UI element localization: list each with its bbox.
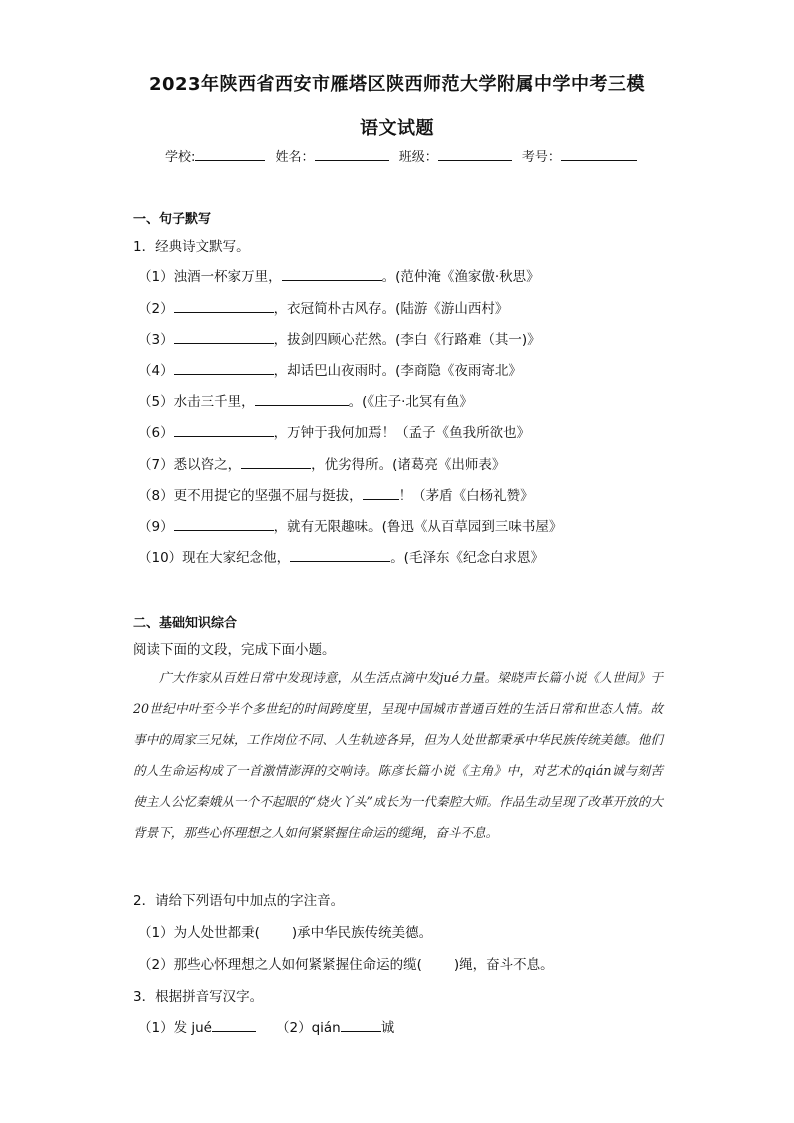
exam-number-blank[interactable] — [561, 148, 637, 161]
exam-number-field[interactable] — [522, 146, 637, 165]
exam-title: 2023年陕西省西安市雁塔区陕西师范大学附属中学中考三模 — [148, 74, 646, 95]
answer-blank[interactable] — [174, 362, 274, 375]
dictation-item: （2） ，衣冠简朴古风存。(陆游《游山西村》 — [138, 301, 509, 317]
answer-blank[interactable] — [290, 549, 390, 562]
pinyin-item: （1）为人处世都秉( )承中华民族传统美德。 — [138, 925, 433, 941]
pinyin-item: （2）那些心怀理想之人如何紧紧握住命运的缆( )绳，奋斗不息。 — [138, 957, 554, 973]
school-field[interactable] — [165, 146, 265, 165]
reading-instructions: 阅读下面的文段，完成下面小题。 — [133, 642, 336, 658]
answer-blank[interactable] — [363, 487, 399, 500]
name-label: 姓名： — [275, 150, 315, 165]
question-1: 1．经典诗文默写。 — [133, 239, 250, 255]
answer-blank[interactable] — [212, 1019, 256, 1032]
dictation-item: （10）现在大家纪念他， 。(毛泽东《纪念白求恩》 — [138, 550, 544, 566]
student-info-row — [165, 146, 643, 165]
reading-passage: 广大作家从百姓日常中发现诗意，从生活点滴中发jué力量。梁晓声长篇小说《人世间》于20世纪中叶至今半个多世纪的时间跨度里，呈现中国城市普通百姓的生活日常和世态人情。故事中的周家三兄妹，工作岗位不同、人生轨迹各异，但为人处世都秉承中华民族传统美德。他们的人生命运构成了一首激情澎湃的交响诗。陈彦长篇小说《主角》中，对艺术的qián诚与刻苦使主人公忆秦娥从一个不起眼的“烧火丫头”成长为一代秦腔大师。作品生动呈现了改革开放的大背景下，那些心怀理想之人如何紧紧握住命运的缆绳，奋斗不息。 — [133, 670, 663, 840]
class-label: 班级： — [398, 150, 438, 165]
question-2: 2．请给下列语句中加点的字注音。 — [133, 893, 345, 909]
answer-blank[interactable] — [241, 456, 311, 469]
hanzi-item-row: （1）发 jué （2）qián 诚 — [138, 1020, 395, 1036]
answer-blank[interactable] — [174, 331, 274, 344]
school-blank[interactable] — [195, 148, 265, 161]
dictation-item: （9） ，就有无限趣味。(鲁迅《从百草园到三味书屋》 — [138, 519, 563, 535]
answer-blank[interactable] — [341, 1019, 381, 1032]
answer-blank[interactable] — [174, 300, 274, 313]
answer-blank[interactable] — [174, 424, 274, 437]
dictation-item: （8）更不用提它的坚强不屈与挺拔， ！（茅盾《白杨礼赞》 — [138, 488, 534, 504]
question-3: 3．根据拼音写汉字。 — [133, 989, 264, 1005]
section-heading-dictation: 一、句子默写 — [133, 212, 212, 227]
answer-blank[interactable] — [282, 268, 382, 281]
section-heading-basics: 二、基础知识综合 — [133, 616, 238, 631]
name-field[interactable] — [276, 146, 389, 165]
dictation-item: （5）水击三千里， 。(《庄子·北冥有鱼》 — [138, 394, 473, 410]
exam-subtitle: 语文试题 — [360, 118, 434, 139]
school-label: 学校: — [165, 150, 196, 165]
class-blank[interactable] — [438, 148, 512, 161]
answer-blank[interactable] — [174, 518, 274, 531]
dictation-item: （1）浊酒一杯家万里， 。(范仲淹《渔家傲·秋思》 — [138, 269, 540, 285]
dictation-item: （6） ，万钟于我何加焉！（孟子《鱼我所欲也》 — [138, 425, 531, 441]
class-field[interactable] — [399, 146, 512, 165]
dictation-item: （4） ，却话巴山夜雨时。(李商隐《夜雨寄北》 — [138, 363, 522, 379]
dictation-item: （7）悉以咨之， ，优劣得所。(诸葛亮《出师表》 — [138, 457, 506, 473]
dictation-item: （3） ，拔剑四顾心茫然。(李白《行路难（其一)》 — [138, 332, 541, 348]
exam-number-label: 考号： — [521, 150, 561, 165]
answer-blank[interactable] — [255, 393, 349, 406]
name-blank[interactable] — [315, 148, 389, 161]
